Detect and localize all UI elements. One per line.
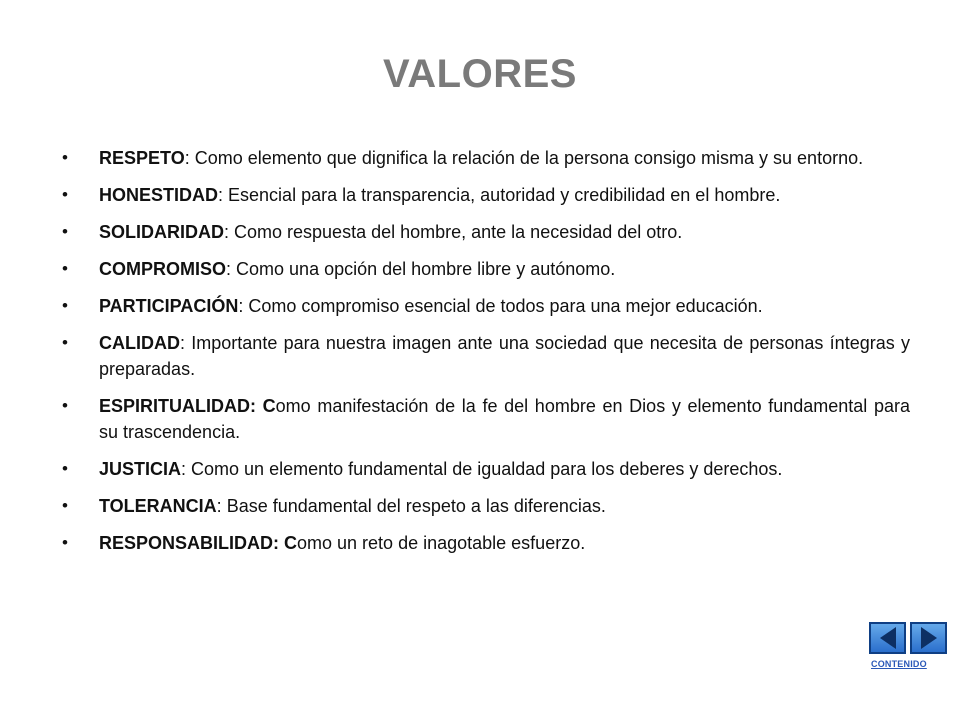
bullet-icon: • [62, 396, 68, 415]
bullet-icon: • [62, 533, 68, 552]
value-item-compromiso [62, 256, 910, 282]
value-separator: : [224, 222, 230, 242]
value-term: COMPROMISO [99, 259, 227, 279]
slide-navigation [868, 622, 948, 674]
value-description: Como compromiso esencial de todos para una mejor educación. [243, 296, 763, 316]
page-title: VALORES [383, 52, 577, 96]
value-description: Importante para nuestra imagen ante una sociedad que necesita de personas íntegras y preparadas. [99, 333, 910, 379]
value-description: Base fundamental del respeto a las diferencias. [221, 496, 606, 516]
value-item-tolerancia [62, 493, 910, 519]
value-term: SOLIDARIDAD [99, 222, 224, 242]
bullet-icon: • [62, 333, 68, 352]
value-description: Como un elemento fundamental de igualdad para los deberes y derechos. [186, 459, 783, 479]
value-item-honestidad [62, 182, 910, 208]
value-description: Esencial para la transparencia, autoridad y credibilidad en el hombre. [223, 185, 781, 205]
value-term: TOLERANCIA [99, 496, 217, 516]
value-description: omo manifestación de la fe del hombre en Dios y elemento fundamental para su trascendencia. [99, 396, 911, 442]
bullet-icon: • [62, 222, 68, 241]
value-separator: : [216, 496, 222, 516]
value-separator: : [180, 333, 186, 353]
left-arrow-icon [880, 627, 896, 649]
value-separator: : [226, 259, 232, 279]
value-term: JUSTICIA [99, 459, 182, 479]
value-term: PARTICIPACIÓN [99, 296, 239, 316]
value-item-justicia [62, 456, 910, 482]
value-separator: : [181, 459, 187, 479]
value-separator: : [184, 148, 190, 168]
value-item-solidaridad [62, 219, 910, 245]
bullet-icon: • [62, 459, 68, 478]
contenido-link[interactable]: CONTENIDO [871, 659, 927, 669]
value-term: ESPIRITUALIDAD: C [99, 396, 276, 416]
values-list [62, 145, 910, 567]
value-description: omo un reto de inagotable esfuerzo. [297, 533, 586, 553]
right-arrow-icon [921, 627, 937, 649]
value-term: RESPETO [99, 148, 185, 168]
value-item-calidad [62, 330, 910, 382]
value-item-respeto [62, 145, 910, 171]
value-item-participacion [62, 293, 910, 319]
value-separator: : [218, 185, 224, 205]
value-separator: : [238, 296, 244, 316]
bullet-icon: • [62, 496, 68, 515]
bullet-icon: • [62, 296, 68, 315]
next-slide-button[interactable] [910, 622, 947, 654]
value-description: Como una opción del hombre libre y autónomo. [231, 259, 616, 279]
value-term: HONESTIDAD [99, 185, 219, 205]
bullet-icon: • [62, 259, 68, 278]
bullet-icon: • [62, 185, 68, 204]
value-item-espiritualidad [62, 393, 910, 445]
value-description: Como respuesta del hombre, ante la necesidad del otro. [229, 222, 683, 242]
value-description: Como elemento que dignifica la relación de la persona consigo misma y su entorno. [189, 148, 864, 168]
value-term: RESPONSABILIDAD: C [99, 533, 298, 553]
value-term: CALIDAD [99, 333, 180, 353]
previous-slide-button[interactable] [869, 622, 906, 654]
value-item-responsabilidad [62, 530, 910, 556]
bullet-icon: • [62, 148, 68, 167]
